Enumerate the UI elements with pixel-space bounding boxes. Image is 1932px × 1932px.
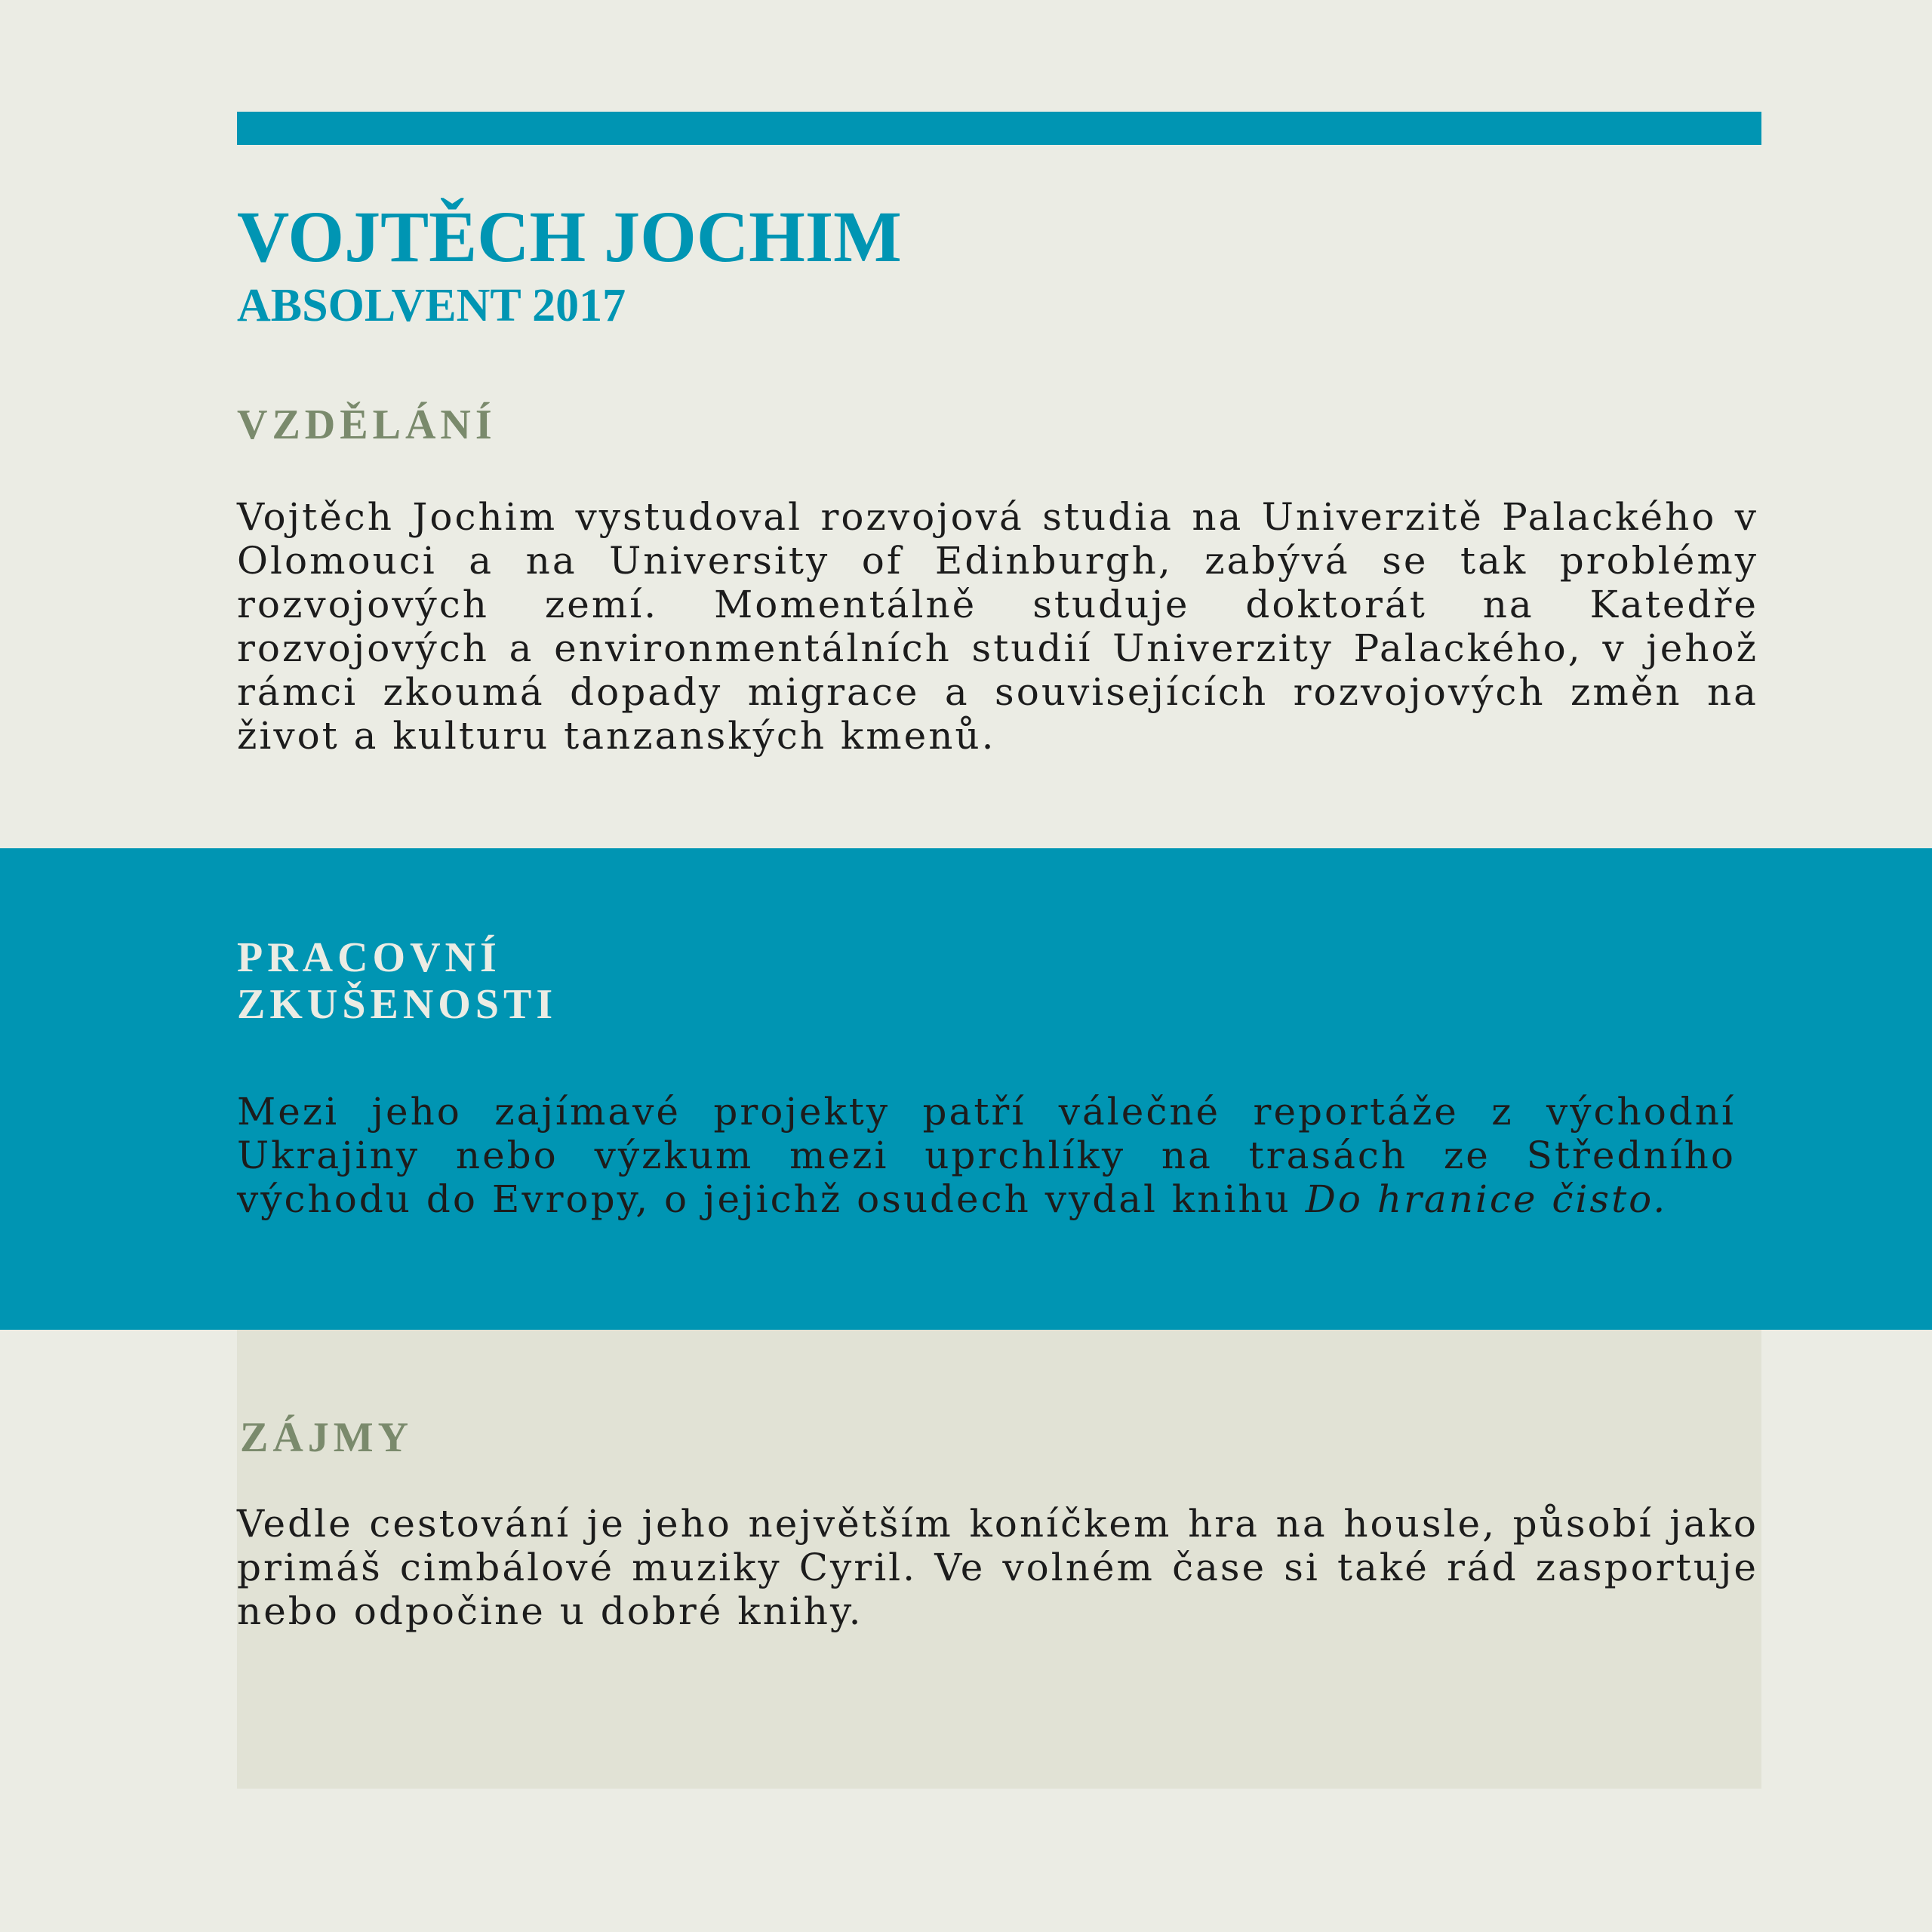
work-text-body: Mezi jeho zajímavé projekty patří válečné reportáže z východní Ukrajiny nebo výzkum mezi uprchlíky na trasách ze Středního východu do Evropy, o jejichž osudech vydal knihu: [237, 1090, 1736, 1221]
person-name: VOJTĚCH JOCHIM: [237, 196, 902, 277]
work-heading: [237, 934, 557, 1028]
top-accent-bar: [237, 112, 1761, 145]
work-experience-band: [0, 848, 1932, 1330]
interests-heading: ZÁJMY: [240, 1414, 414, 1461]
graduate-year: ABSOLVENT 2017: [237, 280, 626, 331]
work-heading-line2: ZKUŠENOSTI: [237, 981, 558, 1028]
work-text: [237, 1090, 1736, 1221]
education-text: Vojtěch Jochim vystudoval rozvojová studia na Univerzitě Palackého v Olomouci a na University of Edinburgh, zabývá se tak problémy rozvojových zemí. Momentálně studuje doktorát na Katedře rozvojových a environmentálních studií Univerzity Palackého, v jehož rámci zkoumá dopady migrace a souvisejících rozvojových změn na život a kulturu tanzanských kmenů.: [237, 495, 1758, 758]
education-heading: VZDĚLÁNÍ: [237, 401, 497, 448]
book-title: Do hranice čisto.: [1305, 1177, 1668, 1221]
work-heading-line1: PRACOVNÍ: [237, 934, 501, 981]
interests-text: Vedle cestování je jeho největším koníčkem hra na housle, působí jako primáš cimbálové muziky Cyril. Ve volném čase si také rád zasportuje nebo odpočine u dobré knihy.: [237, 1502, 1758, 1633]
